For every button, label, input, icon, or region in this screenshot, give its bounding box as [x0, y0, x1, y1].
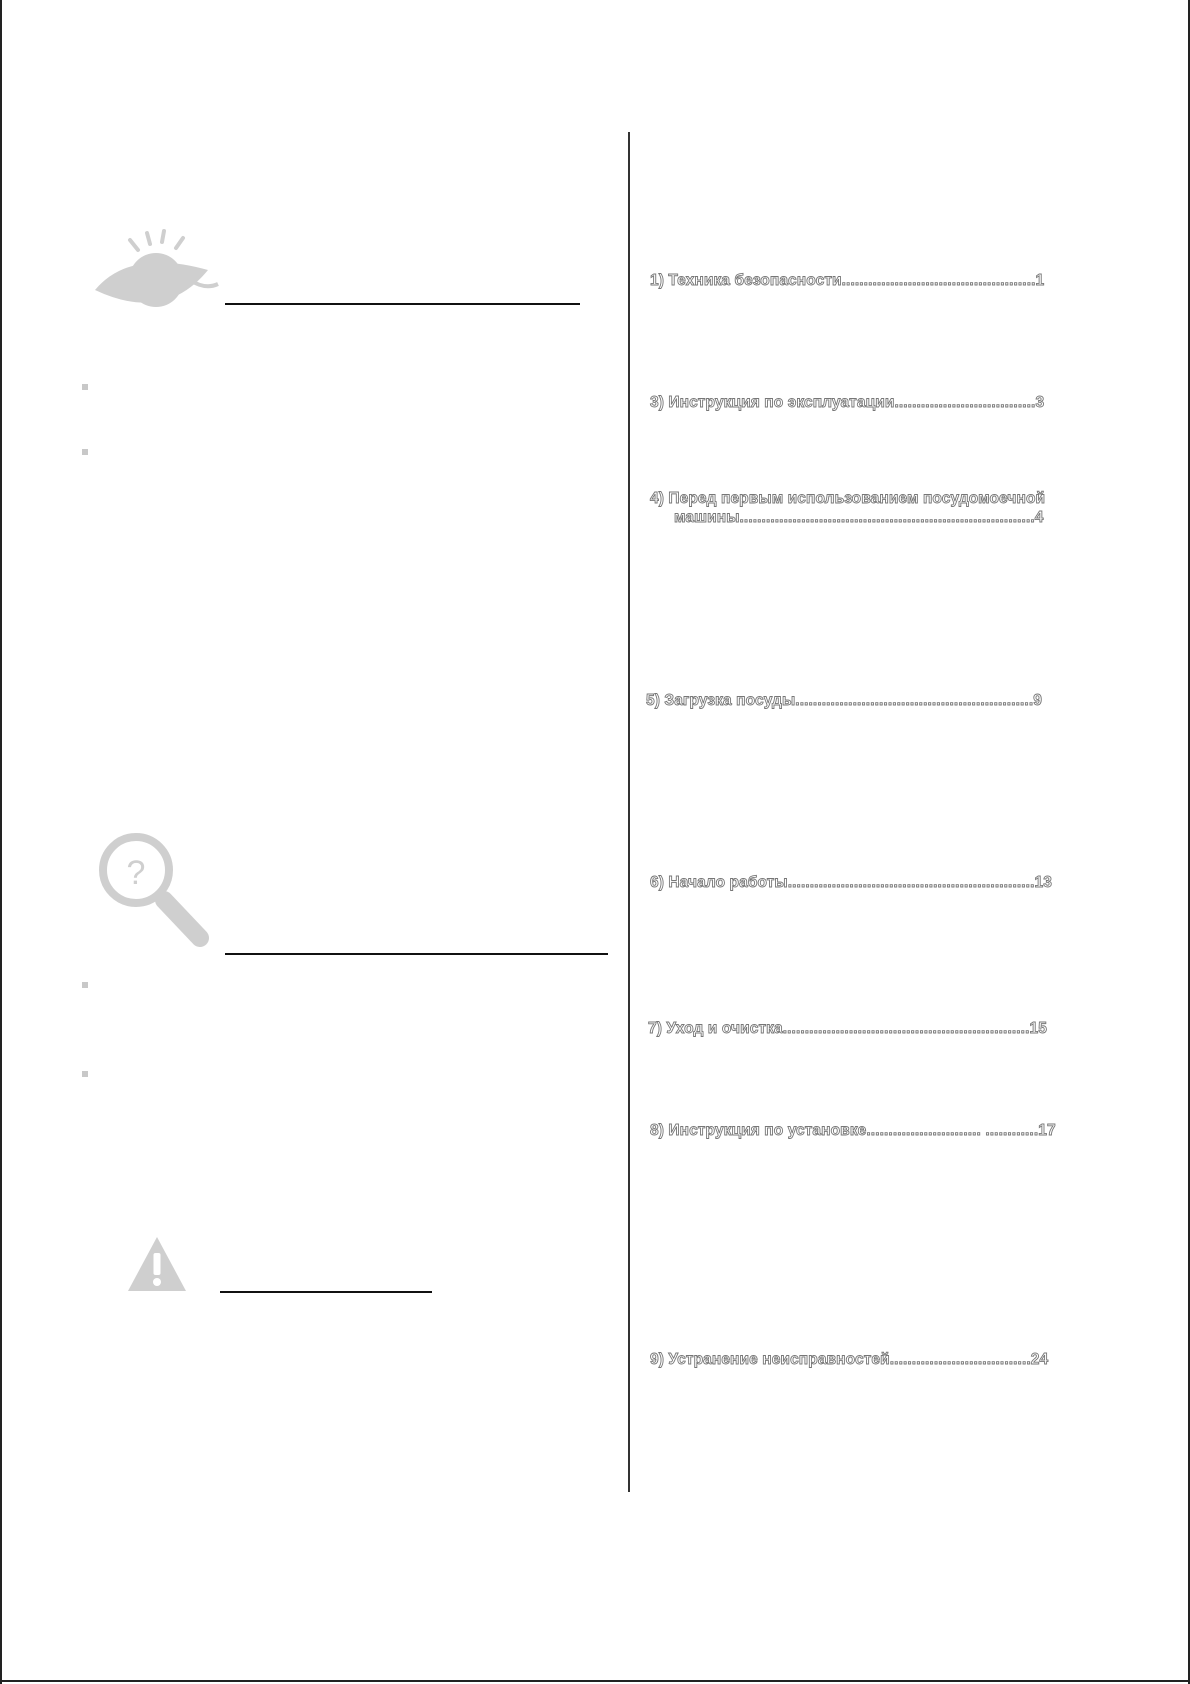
page-border-bottom [0, 1680, 1190, 1682]
bullet-marker [82, 384, 88, 390]
toc-item-text: 6) Начало работы........................................................13 [650, 874, 1052, 891]
toc-item-installation[interactable] [650, 1122, 1056, 1140]
warning-triangle-icon [126, 1235, 188, 1293]
toc-item-text: 3) Инструкция по эксплуатации................................3 [650, 394, 1045, 411]
bullet-marker [82, 1071, 88, 1077]
toc-item-text-continued: машины...................................................................4 [674, 509, 1044, 526]
eye-icon [90, 228, 225, 313]
toc-item-text: 8) Инструкция по установке.......................... ............17 [650, 1122, 1056, 1139]
toc-item-loading-dishes[interactable] [646, 692, 1042, 710]
toc-item-before-first-use[interactable] [650, 490, 1045, 527]
toc-item-text: 4) Перед первым использованием посудомоечной [650, 490, 1046, 507]
toc-item-text: 5) Загрузка посуды......................................................9 [646, 692, 1042, 709]
toc-item-troubleshooting[interactable] [650, 1351, 1048, 1369]
toc-item-care-cleaning[interactable] [648, 1020, 1047, 1038]
column-divider [628, 132, 630, 1492]
page-border-left [0, 0, 2, 1684]
magnifier-question-icon [98, 832, 218, 952]
section-rule-2 [225, 953, 608, 955]
section-rule-1 [225, 303, 580, 305]
bullet-marker [82, 449, 88, 455]
toc-item-text: 9) Устранение неисправностей................................24 [650, 1351, 1049, 1368]
svg-text:?: ? [126, 854, 146, 892]
toc-item-text: 7) Уход и очистка........................................................15 [648, 1020, 1047, 1037]
section-rule-3 [220, 1291, 432, 1293]
toc-item-text: 1) Техника безопасности............................................1 [650, 272, 1045, 289]
bullet-marker [82, 982, 88, 988]
toc-item-start[interactable] [650, 874, 1052, 892]
toc-item-safety[interactable] [650, 272, 1044, 290]
toc-item-operation[interactable] [650, 394, 1044, 412]
